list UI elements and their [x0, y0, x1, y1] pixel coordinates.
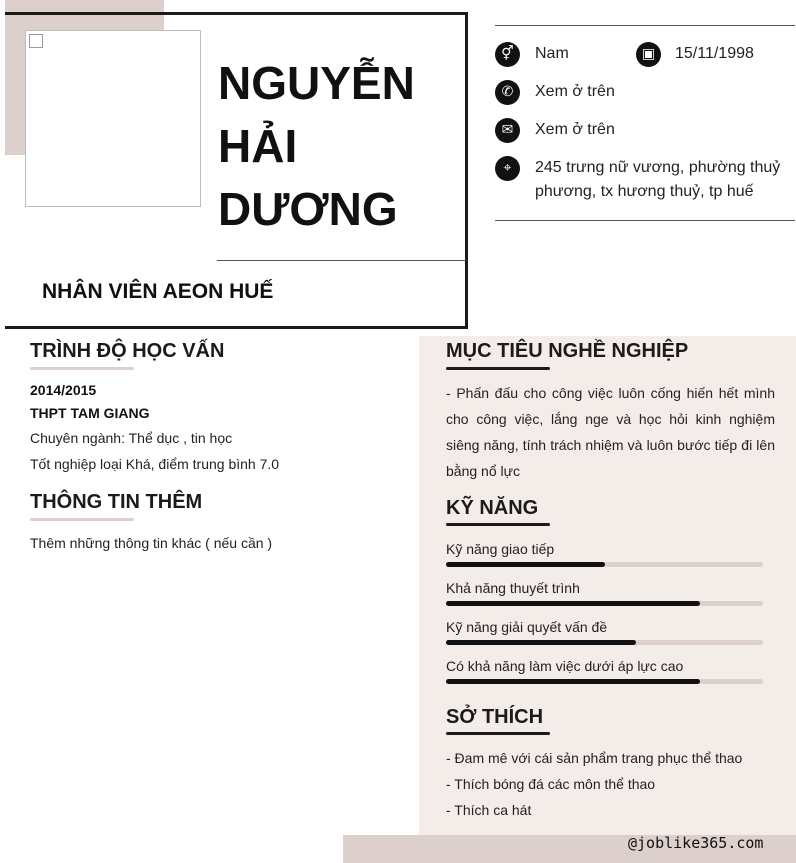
address-value: 245 trưng nữ vương, phường thuỷ phương, tx hương thuỷ, tp huế [535, 159, 781, 200]
skill-label: Kỹ năng giải quyết vấn đề [446, 619, 608, 635]
objective-underline [446, 367, 550, 370]
objective-text: - Phấn đấu cho công việc luôn cống hiến hết mình cho công việc, lắng nge và học hỏi kinh nghiệm siêng năng, tính trách nhiệm và luôn bước tiếp đi lên bằng nổ lực [446, 385, 775, 479]
phone-value: Xem ở trên [535, 83, 615, 100]
skill-bar-fill [446, 640, 636, 645]
calendar-icon: ▣ [636, 42, 661, 67]
name-divider [217, 260, 466, 261]
skill-bar-fill [446, 601, 700, 606]
hobby-item: - Thích ca hát [446, 802, 532, 818]
skill-bar-fill [446, 679, 700, 684]
skills-title: KỸ NĂNG [446, 497, 539, 519]
education-result: Tốt nghiệp loại Khá, điểm trung bình 7.0 [30, 456, 280, 472]
skill-label: Kỹ năng giao tiếp [446, 541, 555, 557]
education-school: THPT TAM GIANG [30, 405, 150, 421]
birthday-value: 15/11/1998 [675, 45, 754, 62]
phone-icon: ✆ [495, 80, 520, 105]
extra-info-title: THÔNG TIN THÊM [30, 491, 203, 513]
broken-image-icon [29, 34, 43, 48]
contact-divider-top [495, 25, 795, 26]
education-year: 2014/2015 [30, 382, 97, 398]
location-icon: ⌖ [495, 156, 520, 181]
extra-info-text: Thêm những thông tin khác ( nếu cần ) [30, 535, 273, 551]
footer-brand: @joblike365.com [628, 834, 764, 852]
contact-divider-bottom [495, 220, 795, 221]
job-title: NHÂN VIÊN AEON HUẾ [42, 280, 274, 303]
education-underline [30, 367, 134, 370]
hobbies-underline [446, 732, 550, 735]
gender-value: Nam [535, 45, 569, 62]
skills-underline [446, 523, 550, 526]
gender-icon: ⚥ [495, 42, 520, 67]
hobbies-title: SỞ THÍCH [446, 706, 544, 728]
skill-bar [446, 562, 763, 567]
skill-bar [446, 640, 763, 645]
hobby-item: - Đam mê với cái sản phẩm trang phục thể thao [446, 750, 743, 766]
name-line-3: DƯƠNG [218, 183, 398, 235]
name-line-2: HẢI [218, 120, 298, 172]
candidate-name [218, 52, 463, 241]
skill-bar [446, 601, 763, 606]
skill-bar [446, 679, 763, 684]
extra-info-underline [30, 518, 134, 521]
profile-photo[interactable] [25, 30, 201, 207]
education-major: Chuyên ngành: Thể dục , tin học [30, 430, 233, 446]
skill-label: Khả năng thuyết trình [446, 580, 580, 596]
email-icon: ✉ [495, 118, 520, 143]
objective-title: MỤC TIÊU NGHỀ NGHIỆP [446, 340, 689, 362]
name-line-1: NGUYỄN [218, 57, 415, 109]
education-title: TRÌNH ĐỘ HỌC VẤN [30, 340, 225, 362]
skill-label: Có khả năng làm việc dưới áp lực cao [446, 658, 684, 674]
skill-bar-fill [446, 562, 605, 567]
hobby-item: - Thích bóng đá các môn thể thao [446, 776, 656, 792]
email-value: Xem ở trên [535, 121, 615, 138]
